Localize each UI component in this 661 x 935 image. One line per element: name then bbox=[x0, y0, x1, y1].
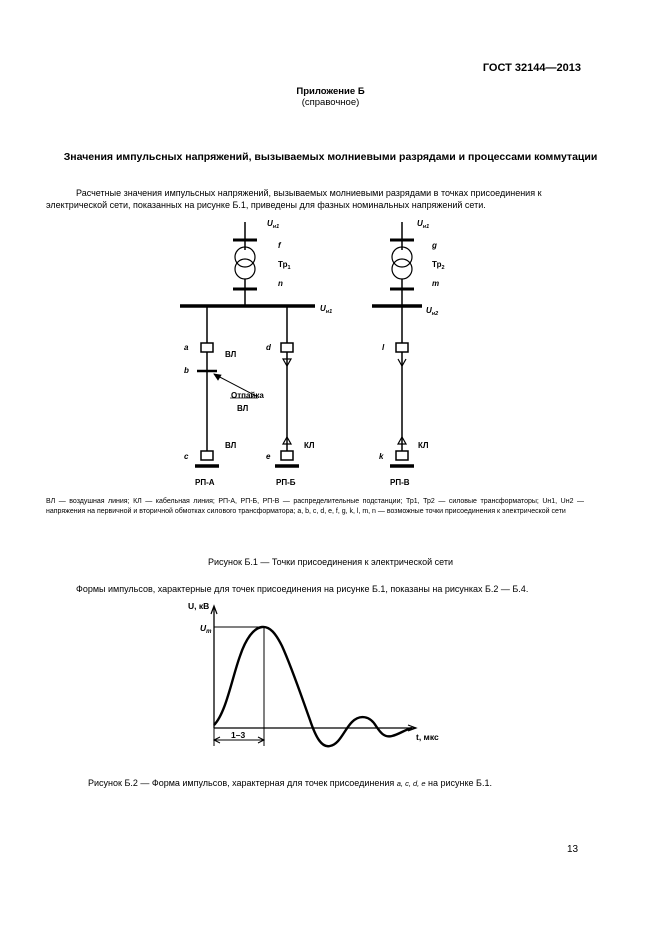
label-rp-b: РП-Б bbox=[276, 478, 296, 487]
point-c-switch bbox=[201, 451, 213, 460]
label-rp-v: РП-В bbox=[390, 478, 410, 487]
label-tr1: $Тр_1$ bbox=[278, 260, 291, 271]
label-c: c bbox=[184, 452, 189, 461]
label-uh1-tr2: $U_{н1}$ bbox=[417, 219, 430, 230]
point-k-switch bbox=[396, 451, 408, 460]
y-axis-label: U, кВ bbox=[188, 601, 210, 611]
label-vl-top: ВЛ bbox=[225, 350, 237, 359]
section-heading: Значения импульсных напряжений, вызываемых молниевыми разрядами и процессами коммутации bbox=[63, 151, 598, 163]
label-n: n bbox=[278, 279, 283, 288]
paragraph-2: Формы импульсов, характерные для точек присоединения на рисунке Б.1, показаны на рисунках Б.2 — Б.4. bbox=[76, 584, 529, 594]
label-e: e bbox=[266, 452, 271, 461]
um-label: $U_m$ bbox=[200, 623, 212, 635]
label-g: g bbox=[432, 241, 437, 250]
tr1-winding-secondary bbox=[235, 259, 255, 279]
connection-points-diagram bbox=[150, 214, 470, 494]
label-uh2-bus: $U_{н2}$ bbox=[426, 306, 439, 317]
figure-1-caption: Рисунок Б.1 — Точки присоединения к электрической сети bbox=[208, 557, 453, 567]
point-a-switch bbox=[201, 343, 213, 352]
interval-label: 1–3 bbox=[231, 730, 246, 740]
label-rp-a: РП-А bbox=[195, 478, 215, 487]
figure-1-legend: ВЛ — воздушная линия; КЛ — кабельная линия; РП-А, РП-Б, РП-В — распределительные подстанции; Тр1, Тр2 — силовые трансформаторы; Uн1, Uн2 — напряжения на первичной и вторичной обмотках силового трансформатора; a, b, c, d, e, f, g, k, l, m, n — возможные точки присоединения к электрической сети bbox=[46, 498, 584, 515]
label-k: k bbox=[379, 452, 384, 461]
appendix-title: Приложение Б bbox=[296, 86, 365, 97]
label-a: a bbox=[184, 343, 189, 352]
paragraph-1: Расчетные значения импульсных напряжений, вызываемых молниевыми разрядами в точках присоединения к электрической сети, показанных на рисунке Б.1, приведены для фазных номинальных напряжений сети. bbox=[46, 188, 542, 210]
tr2-winding-secondary bbox=[392, 259, 412, 279]
label-l: l bbox=[382, 343, 385, 352]
label-kl1: КЛ bbox=[304, 441, 315, 450]
x-axis-label: t, мкс bbox=[416, 732, 439, 742]
label-tr2: $Тр_2$ bbox=[432, 260, 445, 271]
figure-2-caption: Рисунок Б.2 — Форма импульсов, характерная для точек присоединения a, c, d, e на рисунке Б.1. bbox=[88, 778, 492, 788]
point-e-switch bbox=[281, 451, 293, 460]
label-d: d bbox=[266, 343, 271, 352]
point-d-switch bbox=[281, 343, 293, 352]
impulse-waveform-chart bbox=[180, 598, 450, 756]
label-branch: Отпайка bbox=[231, 391, 264, 400]
label-uh1-top: $U_{н1}$ bbox=[267, 219, 280, 230]
label-vl-bottom: ВЛ bbox=[225, 441, 237, 450]
appendix-subtitle: (справочное) bbox=[301, 97, 360, 108]
label-uh1-bus: $U_{н1}$ bbox=[320, 304, 333, 315]
label-m: m bbox=[432, 279, 440, 288]
standard-number: ГОСТ 32144—2013 bbox=[482, 62, 581, 74]
page-number: 13 bbox=[567, 844, 579, 855]
label-kl2: КЛ bbox=[418, 441, 429, 450]
label-f: f bbox=[278, 241, 281, 250]
label-b: b bbox=[184, 366, 189, 375]
point-l-switch bbox=[396, 343, 408, 352]
label-branch-vl: ВЛ bbox=[237, 404, 249, 413]
